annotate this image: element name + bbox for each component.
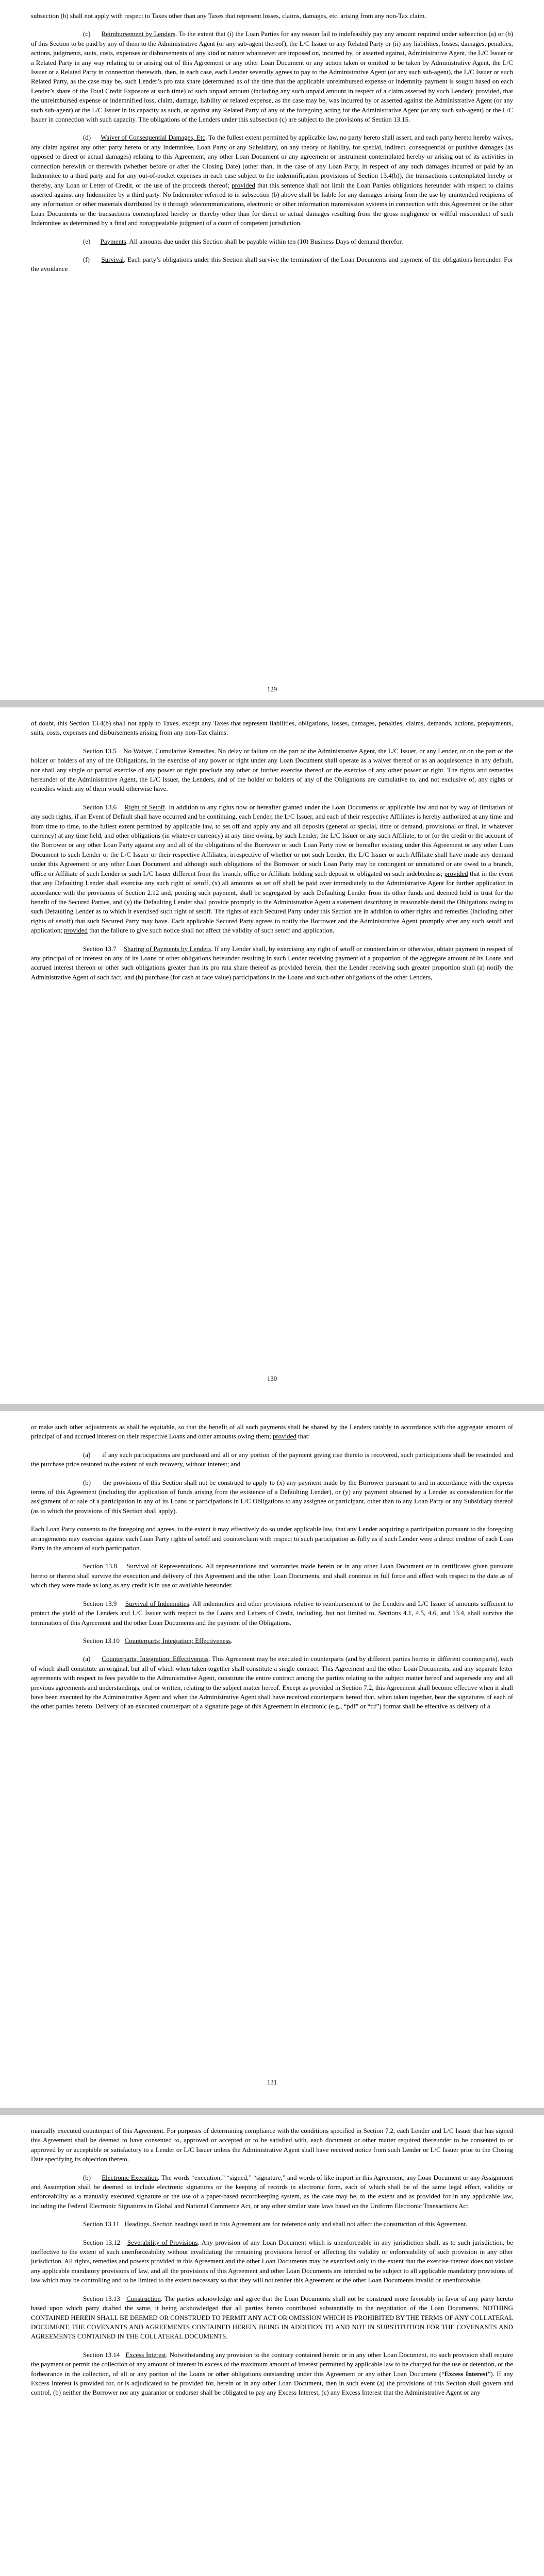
text-run: (a) if any such participations are purchased and all or any portion of the payment giving rise thereto is recovered, such participations shall be rescinded and the purchase price restored to the extent of such recovery, without interest; and — [31, 1451, 513, 1468]
heading-run: Counterparts; Integration; Effectiveness — [124, 1637, 231, 1645]
text-run: Section 13.10 — [83, 1637, 125, 1645]
page-131 — [0, 1411, 544, 2108]
heading-run: provided — [272, 1433, 296, 1440]
text-run: (e) — [83, 238, 101, 245]
text-run: Section 13.14 — [83, 2351, 126, 2359]
text-run: of doubt, this Section 13.4(b) shall not apply to Taxes, except any Taxes that represent liabilities, obligations, losses, damages, penalties, claims, demands, actions, prepayments, suits, costs, expenses and disbursements arising from any non-Tax claims. — [31, 720, 513, 737]
paragraph — [31, 1599, 513, 1628]
text-run: . In addition to any rights now or hereafter granted under the Loan Documents or applicable law and not by way of limitation of any such rights, if an Event of Default shall have occurred and be continuing, each Lender, the L/C Issuer, and each of their respective Affiliates is hereby authorized at any time and from time to time, to the fullest extent permitted by applicable law, to set off and apply any and all deposits (general or special, time or demand, provisional or final, in whatever currency) at any time held, and other obligations (in whatever currency) at any time owing, by such Lender, the L/C Issuer or any such Affiliate, to or for the credit or the account of the Borrower or any other Loan Party against any and all of the obligations of the Borrower or such Loan Party now or hereafter existing under this Agreement or any other Loan Document to such Lender or the L/C Issuer or their respective Affiliates, irrespective of whether or not such Lender, the L/C Issuer or such Affiliate shall have made any demand under this Agreement or any other Loan Document and although such obligations of the Borrower or such Loan Party may be contingent or unmatured or are owed to a branch, office or Affiliate of such Lender or such L/C Issuer different from the branch, office or Affiliate holding such deposit or obligated on such indebtedness; — [31, 803, 513, 877]
text-run: manually executed counterpart of this Agreement. For purposes of determining compliance with the conditions specified in Section 7.2, each Lender and L/C Issuer that has signed this Agreement shall be deemed to have consented to, approved or accepted or to be satisfied with, each document or other matter required thereunder to be consented to or approved by or acceptable or satisfactory to a Lender or L/C Issuer unless the Administrative Agent shall have received notice from such Lender or L/C Issuer prior to the Closing Date specifying its objection thereto. — [31, 2127, 513, 2163]
paragraph — [31, 2219, 513, 2229]
text-run: or make such other adjustments as shall be equitable, so that the benefit of all such payments shall be shared by the Lenders ratably in accordance with the aggregate amount of principal of and accrued interest on their respective Loans and other amounts owing them; — [31, 1423, 513, 1440]
paragraph — [31, 747, 513, 794]
heading-run: Electronic Execution — [102, 2174, 158, 2181]
paragraph — [31, 1478, 513, 1516]
heading-run: Severability of Provisions — [127, 2239, 198, 2246]
text-run: (f) — [83, 256, 102, 263]
text-run: subsection (b) shall not apply with respect to Taxes other than any Taxes that represent losses, claims, damages, etc. arising from any non-Tax claim. — [31, 12, 426, 20]
paragraph — [31, 2173, 513, 2211]
page-body — [31, 2126, 513, 2398]
paragraph — [31, 2350, 513, 2398]
page-separator — [0, 700, 544, 707]
paragraph — [31, 1524, 513, 1553]
page-number: 130 — [267, 1375, 277, 1382]
defined-term: Excess Interest — [444, 2370, 488, 2378]
paragraph — [31, 255, 513, 274]
text-run: that: — [296, 1433, 310, 1440]
text-run: Section 13.6 — [83, 803, 125, 811]
text-run: (b) — [83, 2174, 102, 2181]
text-run: . If any Lender shall, by exercising any right of setoff or counterclaim or otherwise, obtain payment in respect of any principal of or interest on any of its Loans or other obligations hereunder resulting in such Lender receiving payment of a proportion of the aggregate amount of its Loans and accrued interest thereon or other such obligations greater than its pro rata share thereof as provided herein, then the Lender receiving such greater proportion shall (a) notify the Administrative Agent of such fact, and (b) purchase (for cash at face value) participations in the Loans and such other obligations of the other Lenders, — [31, 945, 514, 981]
text-run: . Notwithstanding any provision to the contrary contained herein or in any other Loan Document, no such provision shall require the payment or permit the collection of any amount of interest in excess of the maximum amount of interest permitted by applicable law to be charged for the use or detention, or the forbearance in the collection, of all or any portion of the Loans or other obligations outstanding under this Agreement or any other Loan Document (“ — [31, 2351, 514, 2378]
page-number: 131 — [267, 2079, 277, 2086]
page-number: 129 — [267, 686, 277, 693]
text-run: (a) — [83, 1655, 102, 1663]
page-129 — [0, 0, 544, 703]
paragraph — [31, 1636, 513, 1646]
text-run: . Any provision of any Loan Document which is unenforceable in any jurisdiction shall, as to such jurisdiction, be ineffective to the extent of such unenforceability without invalidating the remaining provisions hereof or affecting the validity or enforceability of such provision in any other jurisdiction. All rights, remedies and powers provided in this Agreement and the other Loan Documents may be exercised only to the extent that the exercise thereof does not violate any applicable mandatory provisions of law, and all the provisions of this Agreement and other Loan Documents are intended to be subject to all applicable mandatory provisions of law which may be controlling and to be limited to the extent necessary so that they will not render this Agreement or the other Loan Documents invalid or unenforceable. — [31, 2239, 514, 2284]
text-run: that this sentence shall not limit the Loan Parties obligations hereunder with respect to claims asserted against any Indemnitee by a third party. No Indemnitee referred to in subsection (b) above shall be liable for any damages arising from the use by unintended recipients of any information or other materials distributed by it through telecommunications, electronic or other information transmission systems in connection with this Agreement or the other Loan Documents or the transactions contemplated hereby or thereby other than for direct or actual damages resulting from the gross negligence or willful misconduct of such Indemnitee as determined by a final and nonappealable judgment of a court of competent jurisdiction. — [31, 181, 513, 227]
heading-run: Payments — [100, 238, 126, 245]
text-run: (b) the provisions of this Section shall not be construed to apply to (x) any payment made by the Borrower pursuant to and in accordance with the express terms of this Agreement (including the application of funds arising from the existence of a Defaulting Lender), or (y) any payment obtained by a Lender as consideration for the assignment of or sale of a participation in any of its Loans or participations in L/C Obligations to any assignee or participant, other than to any Loan Party or any Subsidiary thereof (as to which the provisions of this Section shall apply). — [31, 1479, 513, 1515]
text-run: . This Agreement may be executed in counterparts (and by different parties hereto in different counterparts), each of which shall constitute an original, but all of which when taken together shall constitute a single contract. This Agreement and the other Loan Documents, and any separate letter agreements with respect to fees payable to the Administrative Agent, constitute the entire contract among the parties relating to the subject matter hereof and supersede any and all previous agreements and understandings, oral or written, relating to the subject matter hereof. Except as provided in Section 7.2, this Agreement shall become effective when it shall have been executed by the Administrative Agent and when the Administrative Agent shall have received counterparts hereof that, when taken together, bear the signatures of each of the other parties hereto. Delivery of an executed counterpart of a signature page of this Agreement in electronic (e.g., “pdf” or “tif”) format shall be effective as delivery of a — [31, 1655, 514, 1710]
paragraph — [31, 1654, 513, 1711]
heading-run: provided — [64, 927, 88, 935]
text-run: . To the extent that (i) the Loan Parties for any reason fail to indefeasibly pay any amount required under subsection (a) or (b) of this Section to be paid by any of them to the Administrative Agent (or any sub-agent thereof), the L/C Issuer or any Related Party or (ii) any liabilities, losses, damages, penalties, actions, judgments, suits, costs, expenses or disbursements of any kind or nature whatsoever are imposed on, incurred by, or asserted against, Administrative Agent, the L/C Issuer or a Related Party in any way relating to or arising out of this Agreement or any other Loan Document or any action taken or omitted to be taken by Administrative Agent, the L/C Issuer or a Related Party in connection therewith, then, in each case, each Lender severally agrees to pay to the Administrative Agent (or any such sub-agent), the L/C Issuer or such Related Party, as the case may be, such Lender’s pro rata share (determined as of the time that the applicable unreimbursed expense or indemnity payment is sought based on each Lender’s share of the Total Credit Exposure at such time) of such unpaid amount (including any such unpaid amount in respect of a claim asserted by such Lender); — [31, 30, 513, 95]
heading-run: Survival — [101, 256, 124, 263]
paragraph — [31, 29, 513, 124]
text-run: that the failure to give such notice shall not affect the validity of such setoff and application. — [87, 927, 335, 935]
heading-run: Excess Interest — [125, 2351, 166, 2359]
paragraph — [31, 237, 513, 246]
text-run: . All indemnities and other provisions relative to reimbursement to the Lenders and L/C Issuer of amounts sufficient to protect the yield of the Lenders and L/C Issuer with respect to the Loans and Letters of Credit, including, but not limited to, Sections 4.1, 4.5, 4.6, and 13.4, shall survive the termination of this Agreement and the other Loan Documents and the payment of the Obligations. — [31, 1600, 513, 1626]
paragraph — [31, 11, 513, 21]
text-run: . To the fullest extent permitted by applicable law, no party hereto shall assert, and each party hereto hereby waives, any claim against any other party hereto or any Indemnitee, Loan Party or any Subsidiary, on any theory of liability, for special, indirect, consequential or punitive damages (as opposed to direct or actual damages) relating to this Agreement, any other Loan Document or any agreement or instrument contemplated hereby or arising out of its activities in connection herewith or therewith (whether before or after the Closing Date) (other than, in the case of any Loan Party, in respect of any such damages incurred or paid by an Indemnitee to a third party and for any out-of-pocket expenses in each case subject to the indemnification provisions of Section 13.4(b)), the transactions contemplated hereby or thereby, any Loan or Letter of Credit, or the use of the proceeds thereof; — [31, 134, 513, 189]
text-run: , that the unreimbursed expense or indemnified loss, claim, damage, liability or related expense, as the case may be, was incurred by or asserted against the Administrative Agent (or any such sub-agent) or the L/C Issuer in its capacity as such, or against any Related Party of any of the foregoing acting for the Administrative Agent (or any such sub-agent) or the L/C Issuer in connection with such capacity. The obligations of the Lenders under this subsection (c) are subject to the provisions of Section 13.15. — [31, 87, 514, 124]
text-run: . All amounts due under this Section shall be payable within ten (10) Business Days of demand therefor. — [126, 238, 403, 245]
page-separator — [0, 1404, 544, 1411]
paragraph — [31, 944, 513, 982]
text-run: . The parties acknowledge and agree that the Loan Documents shall not be construed more favorably in favor of any party hereto based upon which party drafted the same, it being acknowledged that all parties hereto contributed substantially to the negotiation of the Loan Documents. NOTHING CONTAINED HEREIN SHALL BE DEEMED OR CONSTRUED TO PERMIT ANY ACT OR OMISSION WHICH IS PROHIBITED BY THE TERMS OF ANY COLLATERAL DOCUMENT, THE COVENANTS AND AGREEMENTS CONTAINED HEREIN BEING IN ADDITION TO AND NOT IN SUBSTITUTION FOR THE COVENANTS AND AGREEMENTS CONTAINED IN THE COLLATERAL DOCUMENTS. — [31, 2295, 514, 2341]
paragraph — [31, 1422, 513, 1442]
text-run: Section 13.8 — [83, 1563, 127, 1570]
text-run: Section 13.5 — [83, 747, 124, 755]
page-separator — [0, 2108, 544, 2115]
heading-run: Waiver of Consequential Damages, Etc — [101, 134, 206, 142]
text-run: that in the event that any Defaulting Lender shall exercise any such right of setoff, (x) all amounts so set off shall be paid over immediately to the Administrative Agent for further application in accordance with the provisions of Section 2.12 and, pending such payment, shall be segregated by such Defaulting Lender from its other funds and deemed held in trust for the benefit of the Secured Parties, and (y) the Defaulting Lender shall provide promptly to the Administrative Agent a statement describing in reasonable detail the Obligations owing to such Defaulting Lender as to which it exercised such right of setoff. The rights of each Secured Party under this Section are in addition to other rights and remedies (including other rights of setoff) that such Secured Party may have. Each applicable Secured Party agrees to notify the Borrower and the Administrative Agent promptly after any such setoff and application; — [31, 870, 513, 935]
text-run: . Section headings used in this Agreement are for reference only and shall not affect the construction of this Agreement. — [149, 2221, 468, 2228]
text-run: . All representations and warranties made herein or in any other Loan Document or in certificates given pursuant hereto or thereto shall survive the execution and delivery of this Agreement and the other Loan Documents, and shall continue in full force and effect with respect to the date as of which they were made as long as any credit is in use or available hereunder. — [31, 1563, 513, 1589]
paragraph — [31, 1562, 513, 1590]
text-run: (c) — [83, 30, 102, 38]
paragraph — [31, 133, 513, 228]
text-run: . Each party’s obligations under this Section shall survive the termination of the Loan Documents and payment of the obligations hereunder. For the avoidance — [31, 256, 513, 273]
text-run: Section 13.11 — [83, 2221, 125, 2228]
text-run: Section 13.13 — [83, 2295, 127, 2302]
heading-run: Sharing of Payments by Lenders — [123, 945, 211, 953]
heading-run: Headings — [124, 2221, 150, 2228]
page-body — [31, 11, 513, 274]
paragraph — [31, 2238, 513, 2285]
heading-run: Right of Setoff — [124, 803, 166, 811]
heading-run: Survival of Representations — [126, 1563, 202, 1570]
heading-run: No Waiver, Cumulative Remedies — [123, 747, 215, 755]
heading-run: Construction — [126, 2295, 161, 2302]
paragraph — [31, 719, 513, 738]
heading-run: provided — [232, 181, 255, 189]
paragraph — [31, 1450, 513, 1469]
heading-run: provided — [475, 87, 500, 95]
text-run: Section 13.9 — [83, 1600, 126, 1607]
text-run: Section 13.12 — [83, 2239, 127, 2246]
text-run: . The words “execution,” “signed,” “signature,” and words of like import in this Agreement, any Loan Document or any Assignment and Assumption shall be deemed to include electronic signatures or the keeping of records in electronic form, each of which shall be of the same legal effect, validity or enforceability as a manually executed signature or the use of a paper-based recordkeeping system, as the case may be, to the extent and as provided for in any applicable law, including the Federal Electronic Signatures in Global and National Commerce Act, or any other similar state laws based on the Uniform Electronic Transactions Act. — [31, 2174, 514, 2210]
text-run: (d) — [83, 134, 101, 142]
text-run: Each Loan Party consents to the foregoing and agrees, to the extent it may effectively do so under applicable law, that any Lender acquiring a participation pursuant to the foregoing arrangements may exercise against each Loan Party rights of setoff and counterclaim with respect to such participation as fully as if such Lender were a direct creditor of each Loan Party in the amount of such participation. — [31, 1526, 513, 1552]
page-body — [31, 719, 513, 982]
text-run: . No delay or failure on the part of the Administrative Agent, the L/C Issuer, or any Lender, or on the part of the holder or holders of any of the Obligations, in the exercise of any power or right under any Loan Document shall operate as a waiver thereof or as an acquiescence in any default, nor shall any single or partial exercise of any power or right preclude any other or further exercise thereof or the exercise of any other power or right. The rights and remedies hereunder of the Administrative Agent, the L/C Issuer, the Lenders, and of the holder or holders of any of the Obligations are cumulative to, and not exclusive of, any rights or remedies which any of them would otherwise have. — [31, 747, 513, 793]
text-run: . — [230, 1637, 233, 1645]
page-132 — [0, 2115, 544, 2576]
page-130 — [0, 707, 544, 1404]
text-run: ”). If any Excess Interest is provided for, or is adjudicated to be provided for, herein or in any other Loan Document, then in such event (a) the provisions of this Section shall govern and control, (b) neither the Borrower nor any guarantor or endorser shall be obligated to pay any Excess Interest, (c) any Excess Interest that the Administrative Agent or any — [31, 2370, 513, 2397]
paragraph — [31, 2126, 513, 2164]
heading-run: Counterparts; Integration; Effectiveness — [102, 1655, 209, 1663]
text-run: Section 13.7 — [83, 945, 124, 953]
paragraph — [31, 803, 513, 936]
heading-run: Survival of Indemnities — [125, 1600, 189, 1607]
heading-run: provided — [444, 870, 468, 877]
paragraph — [31, 2294, 513, 2342]
heading-run: Reimbursement by Lenders — [101, 30, 175, 38]
page-body — [31, 1422, 513, 1711]
